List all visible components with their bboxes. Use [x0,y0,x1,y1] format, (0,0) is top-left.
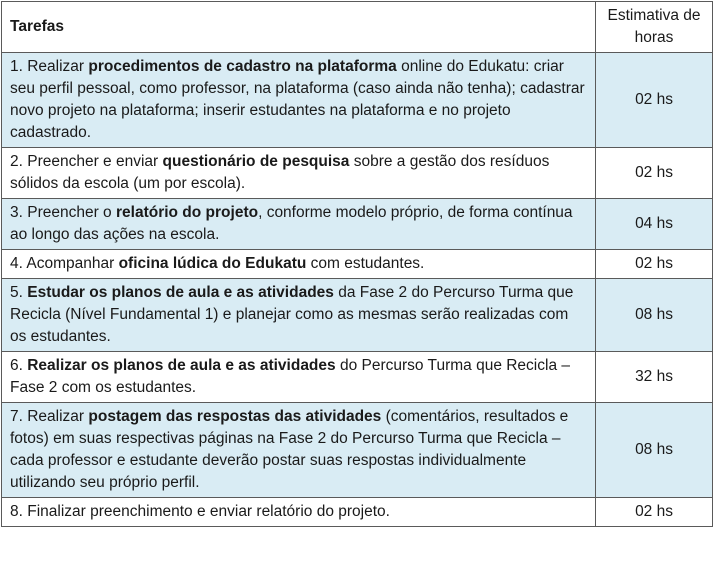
task-text: , conforme modelo próprio, de forma contínua ao longo das ações na escola. [10,204,573,243]
task-text: 7. Realizar [10,408,89,425]
table-row [2,53,713,148]
task-highlight: postagem das respostas das atividades [88,408,382,425]
task-text: online do Edukatu: criar seu perfil pessoal, como professor, na plataforma (caso ainda não tenha); cadastrar novo projeto na plataforma; inserir estudantes na plataforma e no projeto cadastrado. [10,58,585,141]
task-text: do Percurso Turma que Recicla – Fase 2 com os estudantes. [10,357,570,396]
task-cell [2,403,596,498]
task-highlight: Estudar os planos de aula e as atividades [27,284,334,301]
tasks-table [1,1,713,527]
header-tasks: Tarefas [2,2,596,53]
task-highlight: Realizar os planos de aula e as atividades [27,357,336,374]
task-text: 1. Realizar [10,58,89,75]
table-row [2,498,713,527]
hours-cell: 02 hs [596,498,713,527]
task-text: 6. [10,357,28,374]
task-highlight: questionário de pesquisa [162,153,350,170]
table-row [2,352,713,403]
task-cell [2,498,596,527]
hours-cell: 02 hs [596,53,713,148]
task-highlight: oficina lúdica do Edukatu [118,255,307,272]
task-text: com estudantes. [306,255,425,272]
task-cell [2,53,596,148]
task-highlight: procedimentos de cadastro na plataforma [88,58,397,75]
task-highlight: relatório do projeto [115,204,259,221]
hours-cell: 04 hs [596,199,713,250]
hours-cell: 08 hs [596,279,713,352]
hours-cell: 02 hs [596,148,713,199]
task-cell [2,199,596,250]
hours-cell: 32 hs [596,352,713,403]
task-text: da Fase 2 do Percurso Turma que Recicla (Nível Fundamental 1) e planejar como as mesmas serão realizadas com os estudantes. [10,284,574,345]
table-row [2,403,713,498]
table-header-row [2,2,713,53]
tasks-table-container [1,1,713,527]
task-text: sobre a gestão dos resíduos sólidos da escola (um por escola). [10,153,550,192]
header-hours: Estimativa de horas [596,2,713,53]
table-row [2,250,713,279]
hours-cell: 02 hs [596,250,713,279]
task-cell [2,279,596,352]
task-cell [2,148,596,199]
task-text: 3. Preencher o [10,204,116,221]
task-text: 8. Finalizar preenchimento e enviar relatório do projeto. [10,503,390,520]
task-text: 2. Preencher e enviar [10,153,163,170]
task-cell [2,250,596,279]
table-row [2,199,713,250]
task-text: 4. Acompanhar [10,255,119,272]
task-text: 5. [10,284,28,301]
task-cell [2,352,596,403]
table-row [2,279,713,352]
table-row [2,148,713,199]
task-text: (comentários, resultados e fotos) em suas respectivas páginas na Fase 2 do Percurso Turma que Recicla – cada professor e estudante deverão postar suas respostas individualmente utilizando seu próprio perfil. [10,408,569,491]
hours-cell: 08 hs [596,403,713,498]
